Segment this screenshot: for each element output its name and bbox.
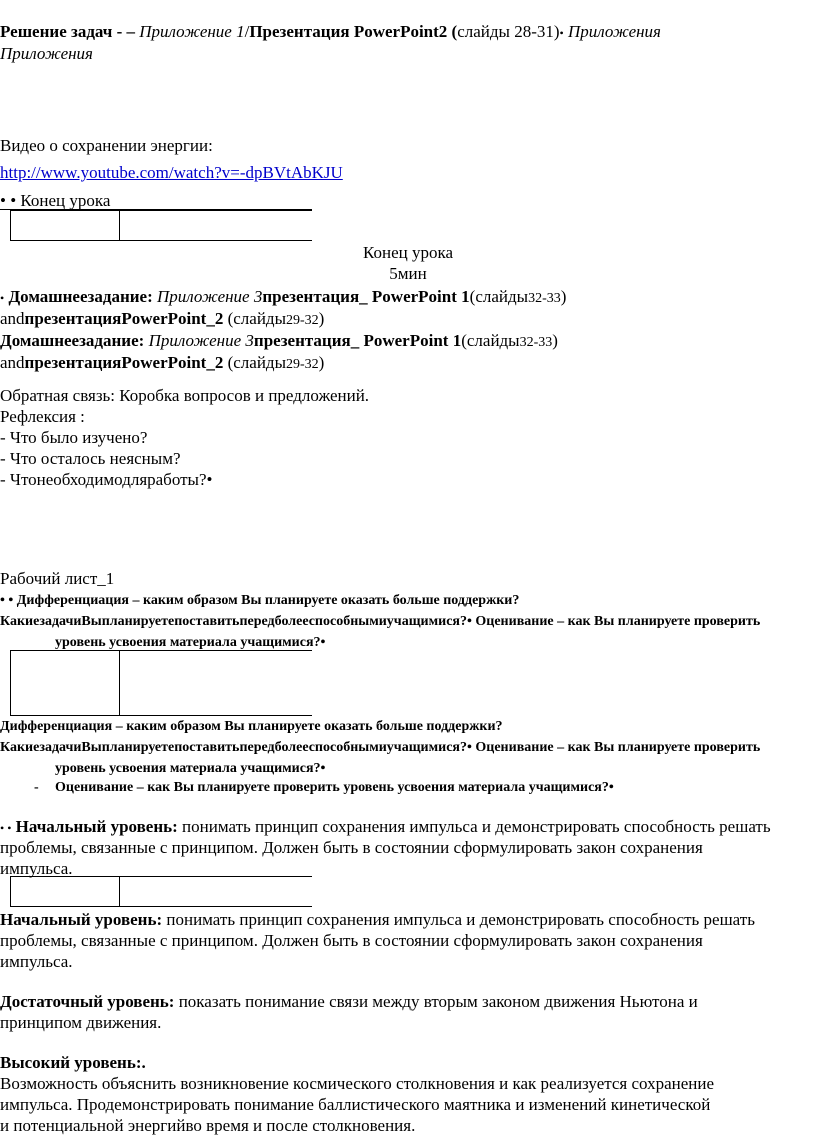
basic-level-2-line-3: импульса. (0, 952, 73, 971)
homework-line-3 (0, 330, 558, 354)
sufficient-level-line-1 (0, 991, 698, 1013)
high-level-label: Высокий уровень:. (0, 1053, 146, 1072)
homework-slides-pre: (слайды (461, 331, 520, 350)
reflection-label: Рефлексия : (0, 407, 85, 426)
homework-slides-post: ) (318, 309, 325, 328)
homework-presentation: презентация_ PowerPoint 1 (253, 331, 462, 350)
feedback-line: Обратная связь: Коробка вопросов и предложений. (0, 386, 370, 405)
tasks-line: КакиезадачиВыпланируетепоставитьпередболееспособнымиучащимися?• Оценивание – как Вы планируете проверить (0, 740, 761, 755)
bullet-icon: • • (0, 821, 12, 835)
basic-level-2-line-1 (0, 909, 755, 931)
basic-level-text: понимать принцип сохранения импульса и демонстрировать способность решать (162, 910, 755, 929)
basic-level-2-line-2: проблемы, связанные с принципом. Должен быть в состоянии сформулировать закон сохранения (0, 931, 703, 950)
header-line-1 (0, 21, 661, 44)
header-appendices: Приложения (568, 22, 661, 41)
homework-slides-num: 32-33 (519, 335, 553, 350)
homework-appendix-num: 3 (245, 331, 254, 350)
table-cell (119, 650, 312, 716)
reflection-q3: - Чтонеобходимодляработы?• (0, 470, 213, 489)
homework-appendix: Приложение (148, 331, 242, 350)
table-cell (119, 876, 312, 907)
homework-slides-num: 29-32 (286, 357, 319, 372)
reflection-q1: - Что было изучено? (0, 428, 148, 447)
homework-label: Домашнеезадание: (8, 287, 153, 306)
basic-level-line-2: проблемы, связанные с принципом. Должен быть в состоянии сформулировать закон сохранения (0, 838, 703, 857)
homework-presentation-2: презентацияPowerPoint_2 (24, 309, 224, 328)
homework-presentation: презентация_ PowerPoint 1 (262, 287, 470, 306)
header-appendix-1: Приложение 1 (139, 22, 245, 41)
homework-label: Домашнеезадание: (0, 331, 145, 350)
assessment-level-line: уровень усвоения материала учащимися?• (55, 761, 326, 776)
homework-and: and (0, 309, 25, 328)
homework-appendix: Приложение (157, 287, 250, 306)
high-level-line-2: импульса. Продемонстрировать понимание баллистического маятника и изменений кинетической (0, 1095, 711, 1114)
table-cell (10, 210, 120, 241)
end-lesson-time: 5мин (389, 264, 427, 283)
dash-marker: - (34, 780, 39, 795)
sufficient-level-label: Достаточный уровень: (0, 992, 175, 1011)
homework-appendix-num: 3 (253, 287, 263, 306)
differentiation-line: Дифференциация – каким образом Вы планируете оказать больше поддержки? (0, 719, 503, 734)
reflection-q2: - Что осталось неясным? (0, 449, 181, 468)
worksheet-title: Рабочий лист_1 (0, 569, 115, 588)
header-title: Решение задач - – (0, 22, 135, 41)
sufficient-level-line-2: принципом движения. (0, 1013, 162, 1032)
sufficient-level-text: показать понимание связи между вторым законом движения Ньютона и (174, 992, 698, 1011)
homework-presentation-2: презентацияPowerPoint_2 (24, 353, 224, 372)
homework-slides-num: 29-32 (286, 313, 319, 328)
homework-slides-num: 32-33 (528, 291, 561, 306)
homework-line-2 (0, 308, 324, 332)
high-level-line-3: и потенциальной энергийво время и после столкновения. (0, 1116, 416, 1135)
header-slash: / (244, 22, 250, 41)
header-line-2: Приложения (0, 44, 93, 63)
table-cell (10, 876, 120, 907)
homework-slides-pre: (слайды (469, 287, 529, 306)
basic-level-text: понимать принцип сохранения импульса и демонстрировать способность решать (177, 817, 771, 836)
homework-line-4 (0, 352, 324, 376)
header-presentation: Презентация PowerPoint2 ( (249, 22, 458, 41)
video-link[interactable]: http://www.youtube.com/watch?v=-dpBVtAbKJU (0, 163, 343, 182)
basic-level-label: Начальный уровень: (0, 910, 163, 929)
table-cell (10, 650, 120, 716)
bullet-icon: • (0, 291, 5, 305)
basic-level-label: Начальный уровень: (15, 817, 178, 836)
video-label: Видео о сохранении энергии: (0, 136, 213, 155)
homework-slides-post: ) (560, 287, 567, 306)
header-slides: слайды 28-31 (457, 22, 554, 41)
homework-slides-post: ) (318, 353, 325, 372)
end-lesson-title: Конец урока (362, 243, 454, 262)
high-level-line-1: Возможность объяснить возникновение космического столкновения и как реализуется сохранение (0, 1074, 715, 1093)
tasks-line: КакиезадачиВыпланируетепоставитьпередболееспособнымиучащимися?• Оценивание – как Вы планируете проверить (0, 614, 761, 629)
bullet-icon: • (559, 26, 564, 40)
basic-level-line-3: импульса. (0, 859, 73, 878)
table-cell (119, 210, 312, 241)
homework-slides-post: ) (552, 331, 558, 350)
end-lesson-bullet: • • Конец урока (0, 191, 111, 210)
basic-level-line-1 (0, 816, 771, 839)
assessment-line: Оценивание – как Вы планируете проверить уровень усвоения материала учащимися?• (55, 780, 614, 795)
header-paren: ) (553, 22, 560, 41)
homework-slides-pre: (слайды (227, 309, 286, 328)
assessment-level-line: уровень усвоения материала учащимися?• (55, 635, 326, 650)
homework-and: and (0, 353, 25, 372)
homework-slides-pre: (слайды (227, 353, 286, 372)
differentiation-line: • • Дифференциация – каким образом Вы планируете оказать больше поддержки? (0, 593, 520, 608)
homework-line-1 (0, 286, 566, 310)
